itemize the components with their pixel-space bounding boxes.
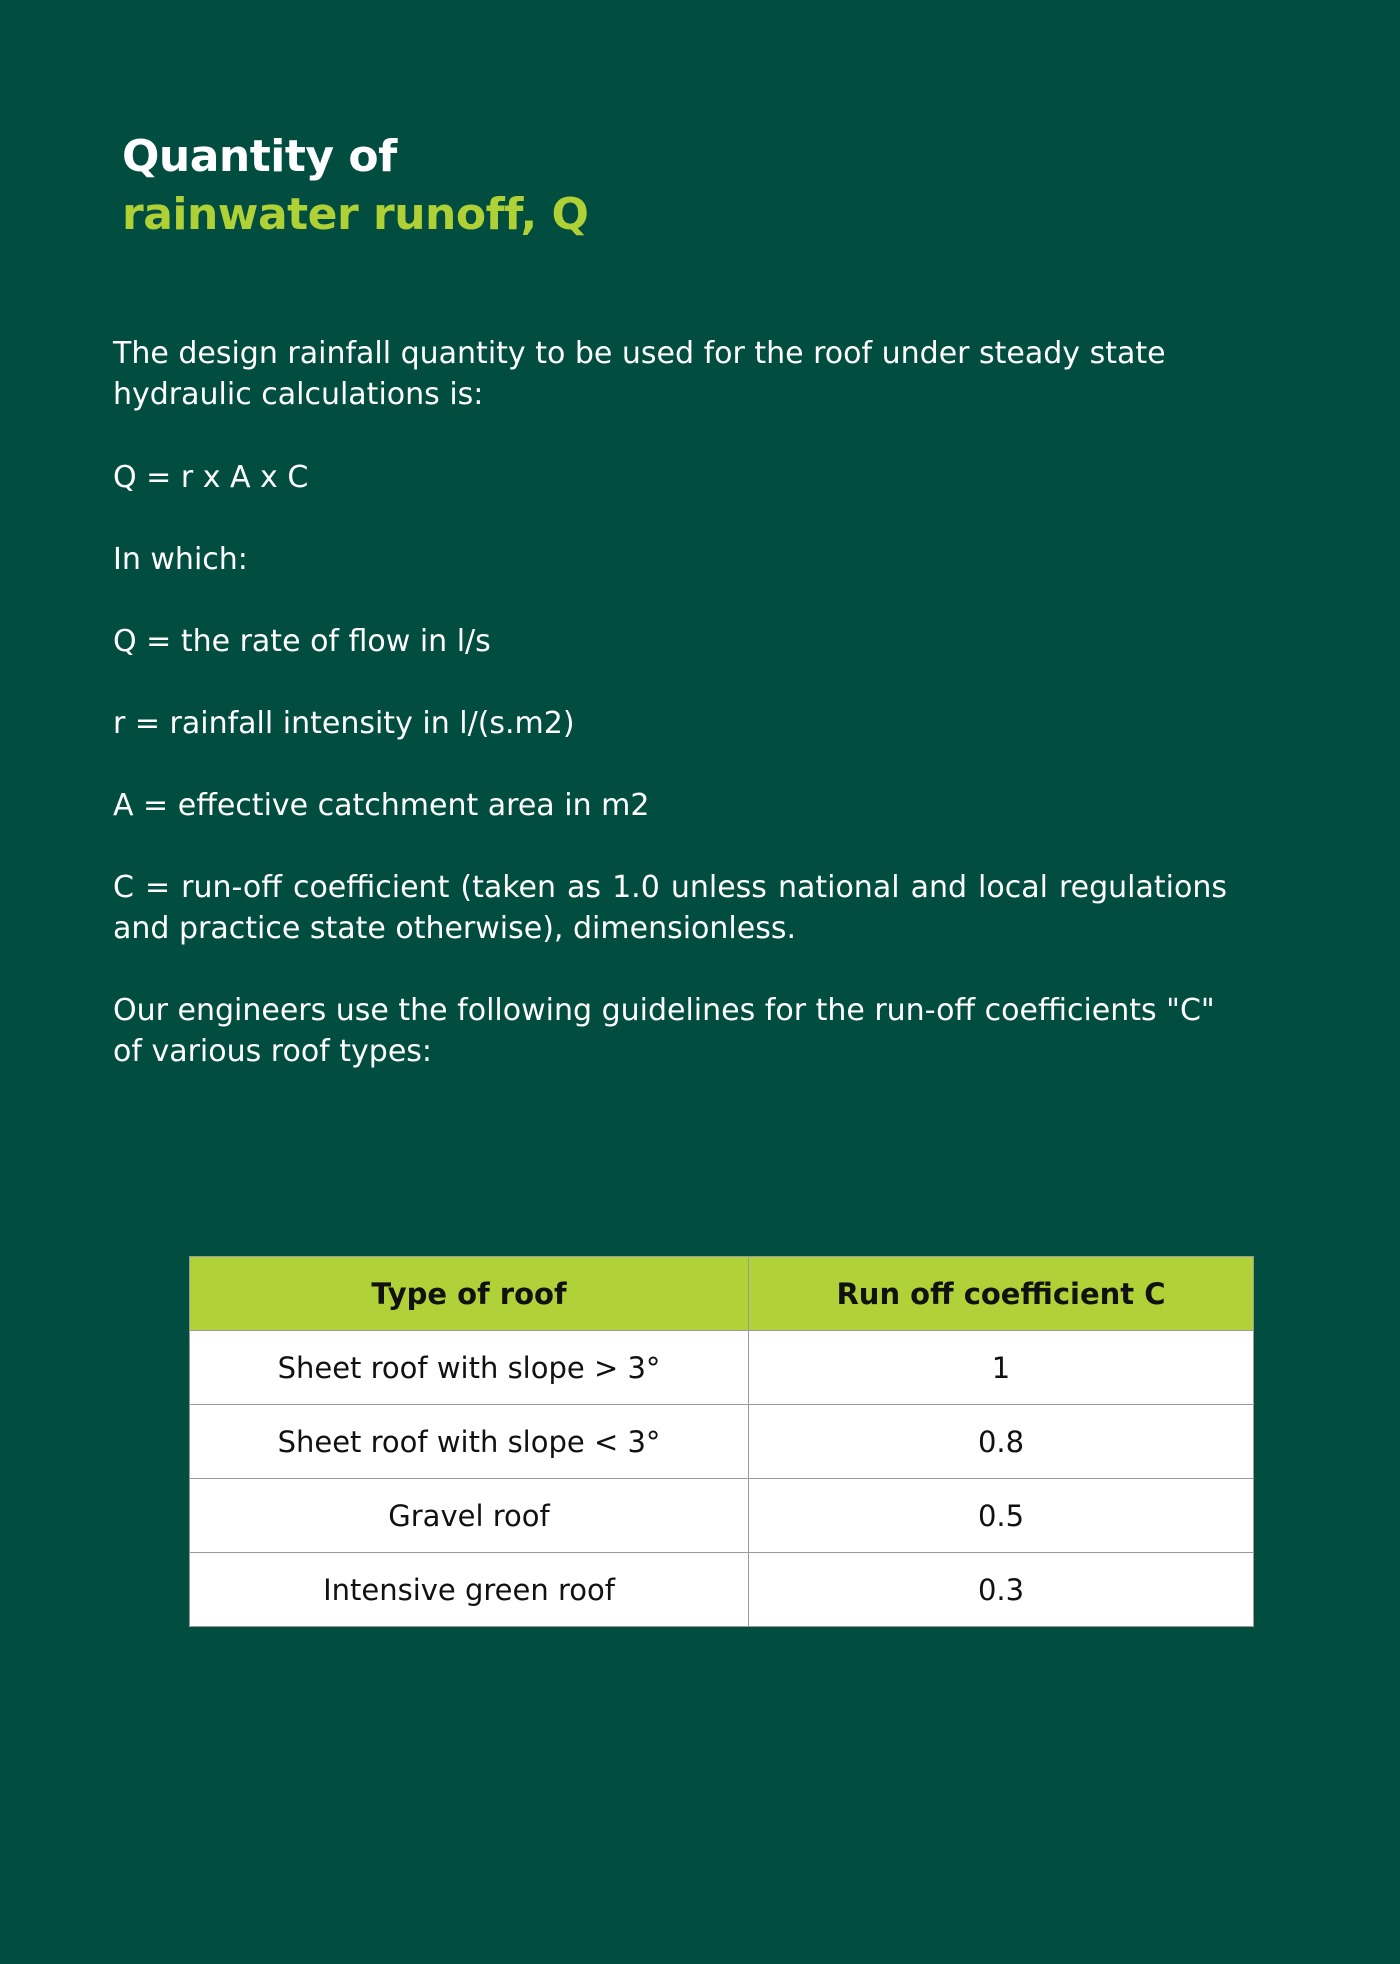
coefficient-cell: 0.5: [749, 1479, 1254, 1553]
roof-type-cell: Gravel roof: [190, 1479, 749, 1553]
coefficient-cell: 0.3: [749, 1553, 1254, 1627]
table-row: [190, 1553, 1254, 1627]
c-definition: C = run-off coefficient (taken as 1.0 unless national and local regulations and practice state otherwise), dimensionless.: [113, 870, 1227, 946]
table-header-row: [190, 1257, 1254, 1331]
q-definition: Q = the rate of flow in l/s: [113, 624, 491, 659]
roof-type-cell: Intensive green roof: [190, 1553, 749, 1627]
formula: Q = r x A x C: [113, 460, 309, 495]
coefficient-cell: 0.8: [749, 1405, 1254, 1479]
title-line-2-accent: rainwater runoff, Q: [122, 189, 589, 240]
roof-type-cell: Sheet roof with slope < 3°: [190, 1405, 749, 1479]
runoff-coefficient-table: [189, 1256, 1254, 1627]
header-type-of-roof: Type of roof: [190, 1257, 749, 1331]
guidelines-paragraph: Our engineers use the following guidelines for the run-off coefficients "C" of various roof types:: [113, 993, 1215, 1069]
table-row: [190, 1331, 1254, 1405]
table-row: [190, 1405, 1254, 1479]
roof-type-cell: Sheet roof with slope > 3°: [190, 1331, 749, 1405]
table-row: [190, 1479, 1254, 1553]
in-which-label: In which:: [113, 542, 248, 577]
a-definition: A = effective catchment area in m2: [113, 788, 650, 823]
title-line-1: Quantity of: [122, 131, 397, 182]
intro-paragraph: The design rainfall quantity to be used for the roof under steady state hydraulic calculations is:: [113, 336, 1166, 412]
page-title: [122, 128, 588, 244]
r-definition: r = rainfall intensity in l/(s.m2): [113, 706, 575, 741]
coefficient-cell: 1: [749, 1331, 1254, 1405]
header-runoff-coefficient: Run off coefficient C: [749, 1257, 1254, 1331]
